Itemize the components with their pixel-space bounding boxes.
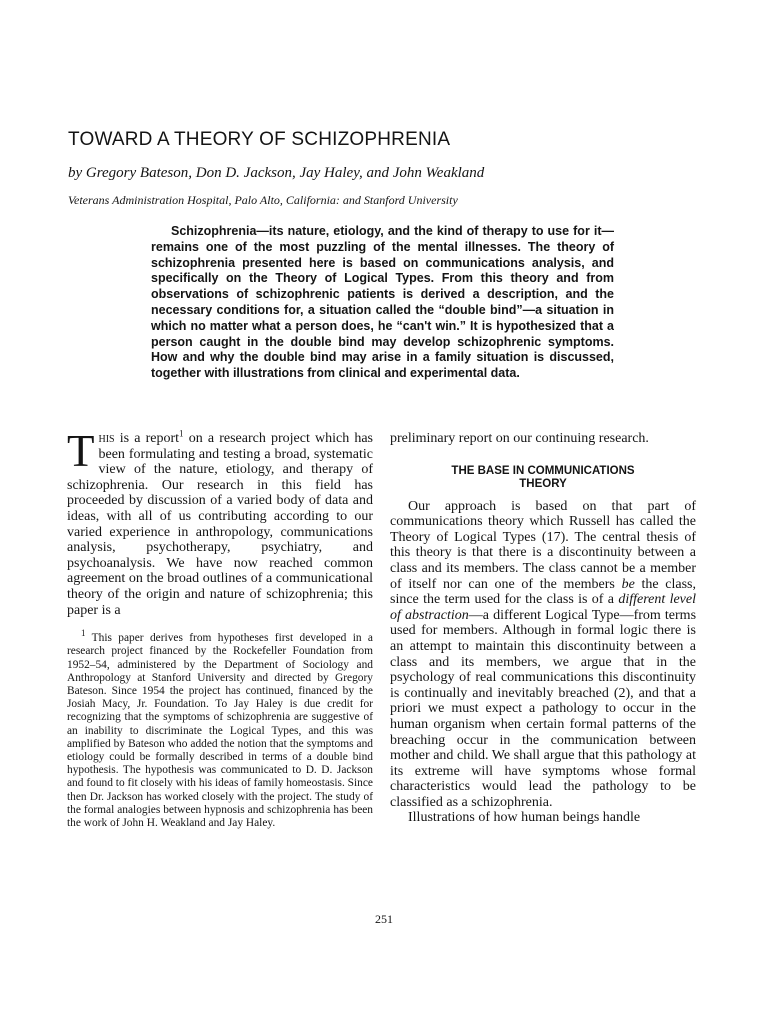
body-paragraph-2: Illustrations of how human beings handle — [408, 810, 641, 826]
drop-cap: T — [67, 426, 95, 476]
right-column — [390, 431, 696, 826]
paper-title: TOWARD A THEORY OF SCHIZOPHRENIA — [68, 129, 451, 150]
intro-paragraph — [67, 426, 373, 618]
p1-emphasis-level: different level of abstraction — [390, 592, 696, 623]
continuation-text: preliminary report on our continuing research. — [390, 431, 649, 446]
footnote-text: This paper derives from hypotheses first developed in a research project financed by the Rockefeller Foundation from 1952–54, administered by the Department of Sociology and Anthropology at Stanford University and directed by Gregory Bateson. Since 1954 the project has continued, financed by the Josiah Macy, Jr. Foundation. To Jay Haley is due credit for recognizing that the symptoms of schizophrenia are suggestive of an inability to discriminate the Logical Types, and this was amplified by Bateson who added the notion that the symptoms and etiology could be formally described in terms of a double bind hypothesis. The hypothesis was communicated to D. D. Jackson and found to fit closely with his ideas of family homeostasis. Since then Dr. Jackson has worked closely with the project. The study of the formal analogies between hypnosis and schizophrenia has been the work of John H. Weakland and Jay Haley. — [67, 632, 373, 829]
intro-lead: is a report — [114, 431, 180, 446]
left-column — [67, 426, 373, 830]
intro-text: on a research project which has been formulating and testing a broad, systematic view of the nature, etiology, and therapy of schizophrenia. Our research in this field has proceeded by discussion of a varied body of data and ideas, with all of us contributing according to our varied experience in anthropology, communications analysis, psychotherapy, psychiatry, and psychoanalysis. We have now reached common agreement on the broad outlines of a communicational theory of the origin and nature of schizophrenia; this paper is a — [67, 431, 373, 618]
footnote-mark: 1 — [81, 628, 86, 639]
page-number: 251 — [375, 912, 393, 926]
p1-emphasis-be: be — [621, 576, 635, 592]
section-heading-line-1: THE BASE IN COMMUNICATIONS — [451, 464, 635, 477]
intro-smallcaps: his — [98, 431, 115, 446]
author-line: by Gregory Bateson, Don D. Jackson, Jay Haley, and John Weakland — [68, 165, 485, 181]
p1-part-b: the class, since the term used for the class is of a — [390, 576, 696, 608]
abstract — [151, 224, 614, 382]
affiliation-line: Veterans Administration Hospital, Palo Alto, California: and Stanford University — [68, 193, 458, 207]
p1-part-a: Our approach is based on that part of communications theory which Russell has called the Theory of Logical Types (17). The central thesis of this theory is that there is a discontinuity between a class and its members. The class cannot be a member of itself nor can one of the members — [390, 498, 696, 592]
section-heading-line-2: THEORY — [519, 477, 567, 490]
footnote — [67, 628, 373, 830]
body-paragraph-1 — [390, 499, 696, 811]
abstract-text: Schizophrenia—its nature, etiology, and the kind of therapy to use for it—remains one of the most puzzling of the mental illnesses. The theory of schizophrenia presented here is based on communications analysis, and specifically on the Theory of Logical Types. From this theory and from observations of schizophrenic patients is derived a description, and the necessary conditions for, a situation called the “double bind”—a situation in which no matter what a person does, he “can't win.” It is hypothesized that a person caught in the double bind may develop schizophrenic symptoms. How and why the double bind may arise in a family situation is discussed, together with illustrations from clinical and experimental data. — [151, 224, 614, 381]
footnote-reference: 1 — [179, 428, 184, 439]
section-heading — [390, 465, 696, 491]
p1-part-c: —a different Logical Type—from terms used for members. Although in formal logic there is an attempt to maintain this discontinuity between a class and its members, we argue that in the psychology of real communications this discontinuity is continually and inevitably breached (2), and that a priori we must expect a pathology to occur in the human organism when certain formal patterns of the breaching occur in the communication between mother and child. We shall argue that this pathology at its extreme will have symptoms whose formal characteristics would lead the pathology to be classified as a schizophrenia. — [390, 607, 697, 810]
